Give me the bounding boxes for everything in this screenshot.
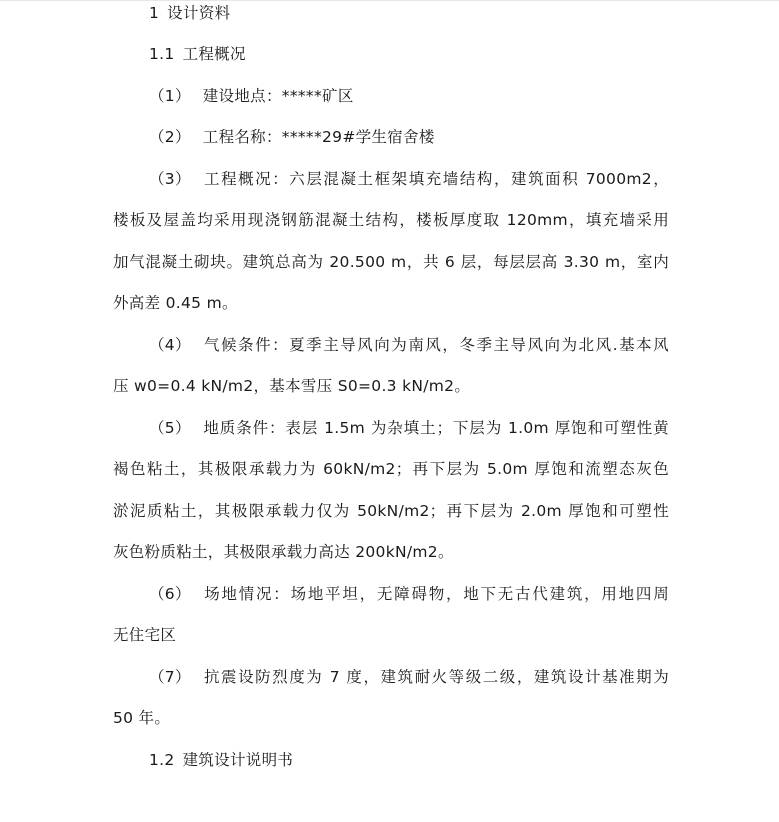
paragraph-line: 灰色粉质粘土，其极限承载力高达 200kN/m2。 (113, 543, 454, 561)
item-text: 场地情况：场地平坦，无障碍物，地下无古代建筑，用地四周 (202, 585, 669, 603)
list-item-6 (149, 583, 669, 605)
list-item-3 (149, 168, 669, 190)
item-number: （7） (149, 668, 191, 686)
paragraph-line: 无住宅区 (113, 626, 177, 644)
paragraph-line: 加气混凝土砌块。建筑总高为 20.500 m，共 6 层，每层层高 3.30 m，室内 (113, 253, 669, 271)
item-text: 地质条件：表层 1.5m 为杂填土；下层为 1.0m 厚饱和可塑性黄 (202, 419, 669, 437)
section-heading-1 (149, 2, 230, 24)
item-text: 建设地点：*****矿区 (202, 87, 354, 105)
paragraph-line: 外高差 0.45 m。 (113, 294, 238, 312)
paragraph-line: 50 年。 (113, 709, 171, 727)
item-text: 工程概况：六层混凝土框架填充墙结构，建筑面积 7000m2， (202, 170, 669, 188)
section-title: 工程概况 (182, 45, 246, 63)
paragraph-line: 褐色粘土，其极限承载力为 60kN/m2；再下层为 5.0m 厚饱和流塑态灰色 (113, 460, 669, 478)
section-number: 1.2 (149, 751, 175, 769)
item-number: （6） (149, 585, 191, 603)
item-number: （1） (149, 87, 191, 105)
section-title: 建筑设计说明书 (182, 751, 294, 769)
paragraph-line: 压 w0=0.4 kN/m2，基本雪压 S0=0.3 kN/m2。 (113, 377, 471, 395)
item-text: 气候条件：夏季主导风向为南风，冬季主导风向为北风.基本风 (202, 336, 669, 354)
section-number: 1 (149, 4, 160, 22)
paragraph-line: 楼板及屋盖均采用现浇钢筋混凝土结构，楼板厚度取 120mm，填充墙采用 (113, 211, 669, 229)
list-item-1 (149, 85, 354, 107)
section-heading-1-1 (149, 43, 246, 65)
section-number: 1.1 (149, 45, 175, 63)
list-item-7 (149, 666, 669, 688)
item-number: （5） (149, 419, 191, 437)
paragraph-line: 淤泥质粘土，其极限承载力仅为 50kN/m2；再下层为 2.0m 厚饱和可塑性 (113, 502, 669, 520)
section-title: 设计资料 (167, 4, 231, 22)
section-heading-1-2 (149, 749, 293, 771)
item-text: 工程名称：*****29#学生宿舍楼 (202, 128, 435, 146)
item-number: （3） (149, 170, 191, 188)
list-item-4 (149, 334, 669, 356)
item-number: （4） (149, 336, 191, 354)
item-number: （2） (149, 128, 191, 146)
item-text: 抗震设防烈度为 7 度，建筑耐火等级二级，建筑设计基准期为 (202, 668, 669, 686)
page-top-rule (0, 0, 779, 1)
list-item-2 (149, 126, 435, 148)
list-item-5 (149, 417, 669, 439)
